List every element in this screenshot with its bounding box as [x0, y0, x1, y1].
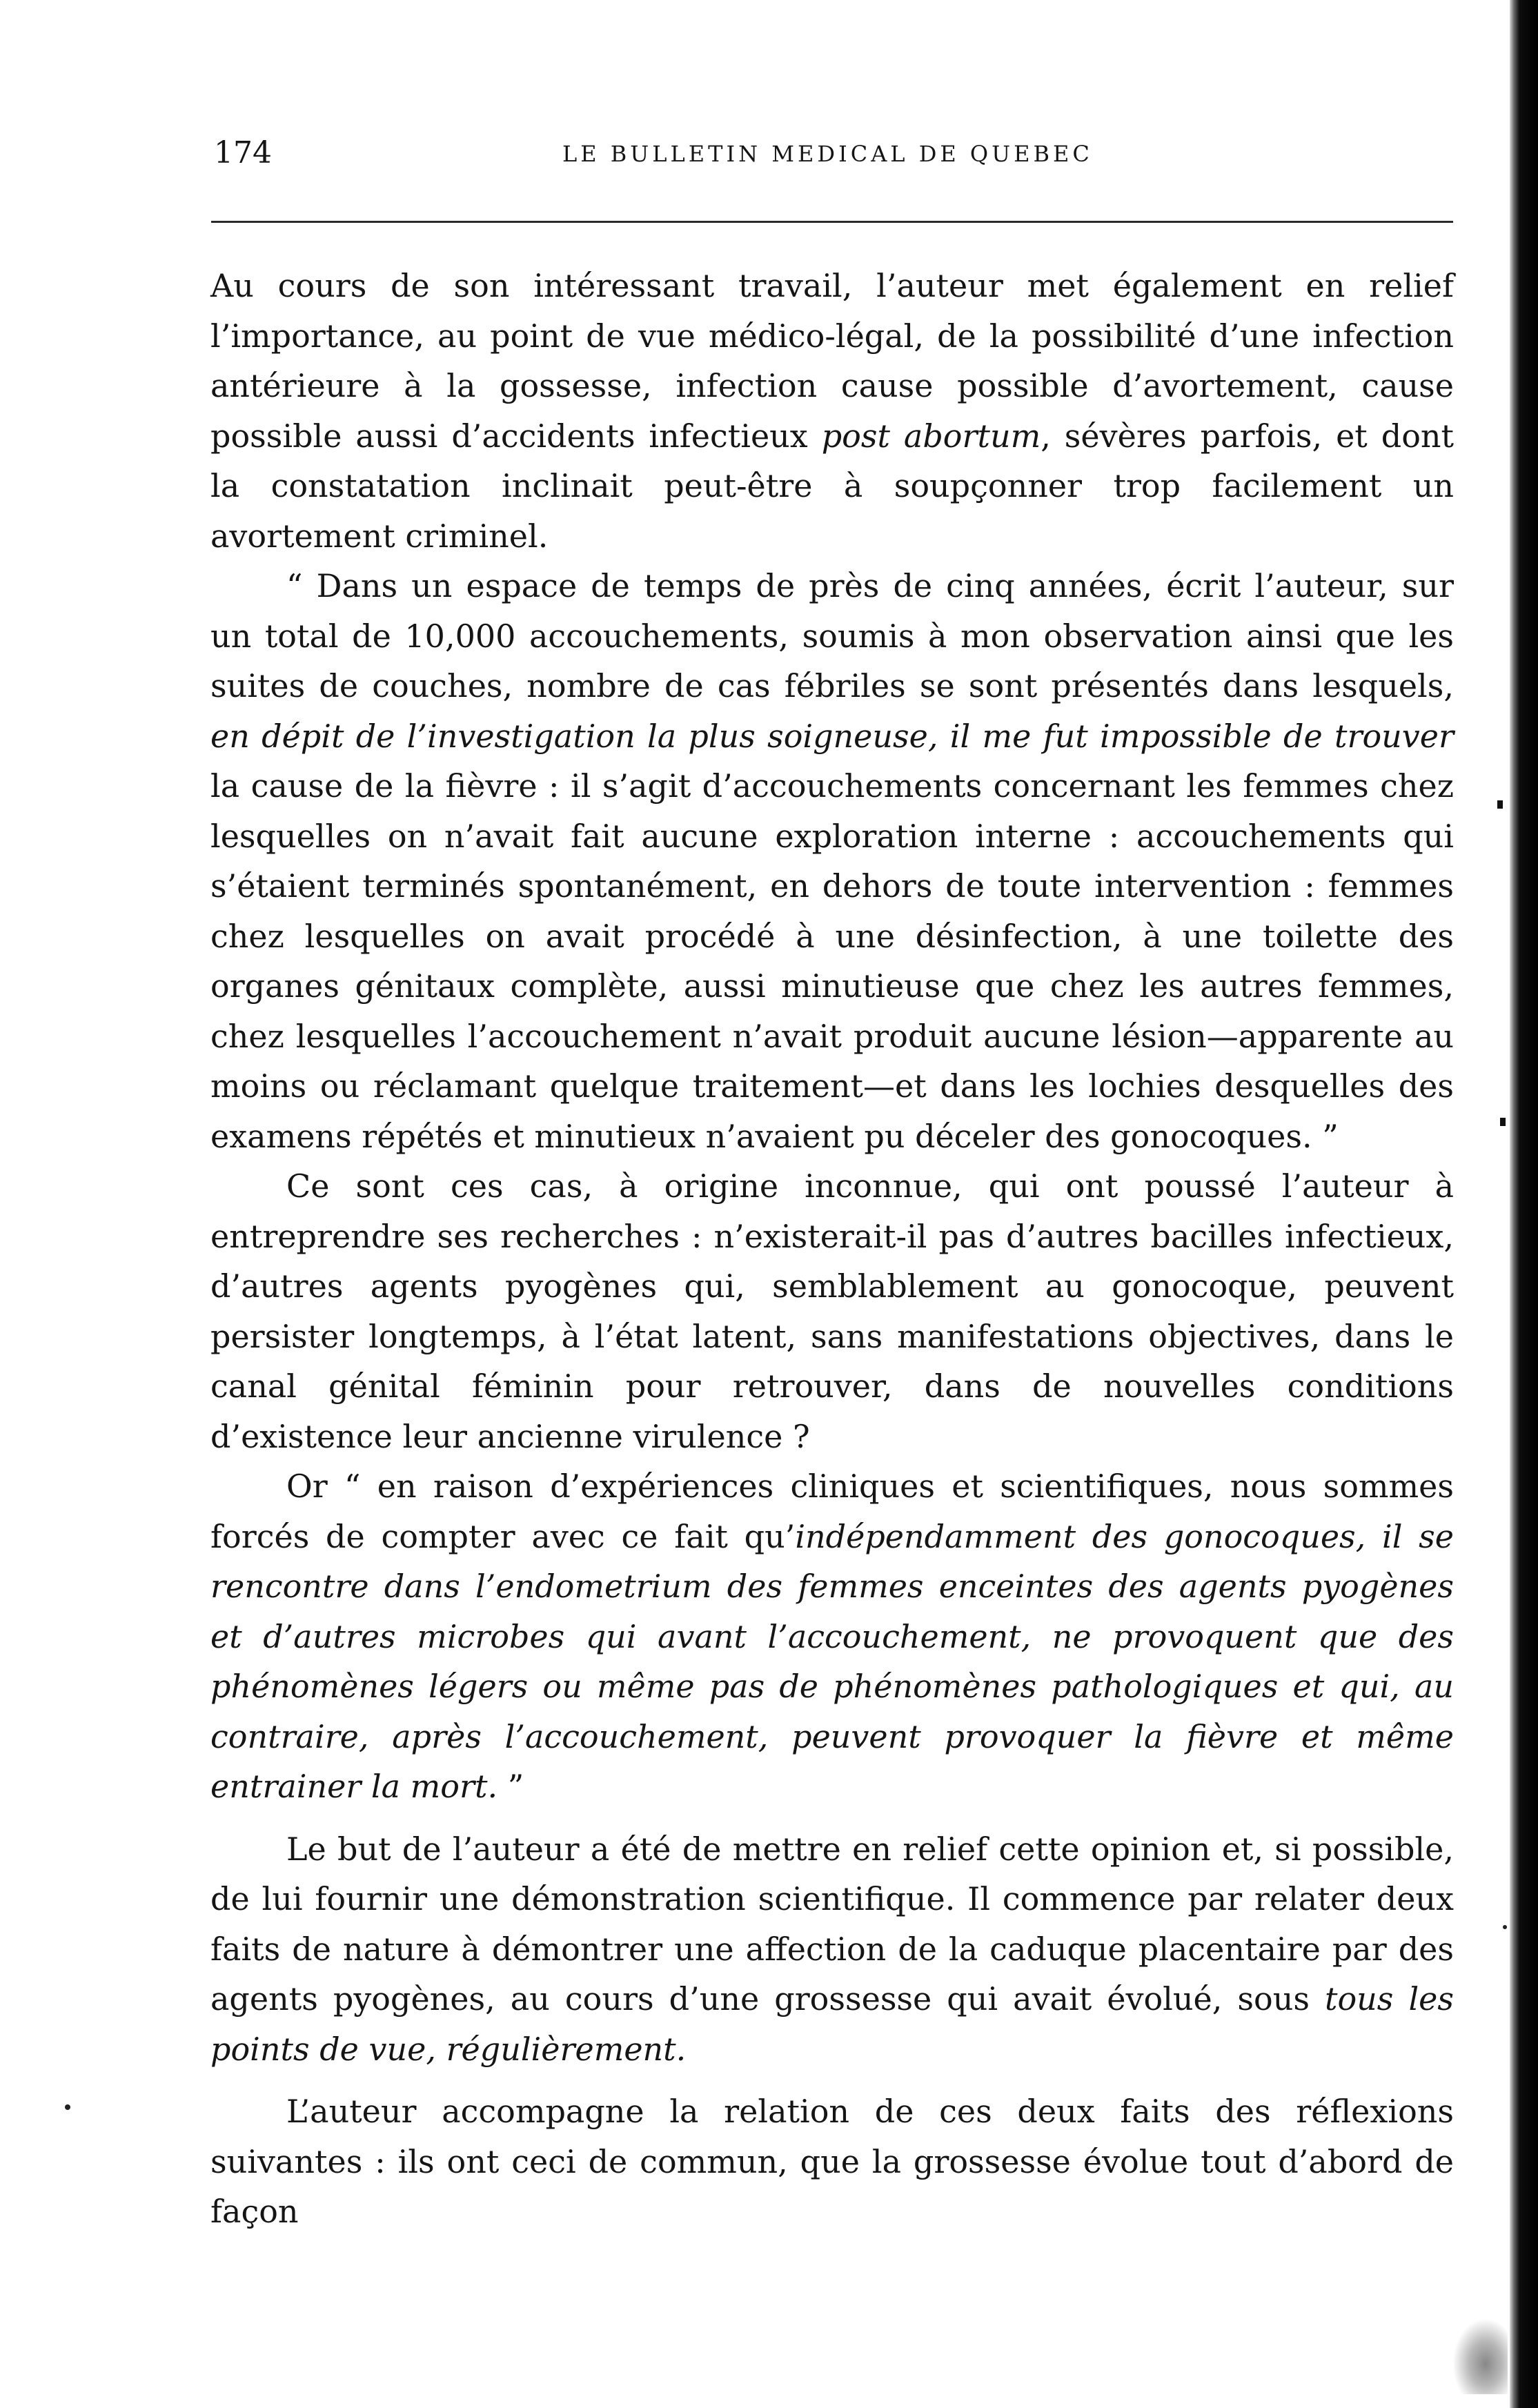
page-edge-shadow	[1510, 0, 1538, 2408]
paragraph	[210, 1161, 1454, 1461]
text-run: ”	[497, 1768, 524, 1805]
text-run: Le but de l’auteur a été de mettre en relief cette opinion et, si possible, de lui fournir une démonstration scientifique. Il commence par relater deux faits de nature à démontrer une affection de la caduque placentaire par des agents pyogènes, au cours d’une grossesse qui avait évolué, sous	[210, 1830, 1454, 2017]
paragraph	[210, 2086, 1454, 2237]
paragraph	[210, 1824, 1454, 2075]
text-run: , sévères parfois, et dont la constatation inclinait peut-être à soupçonner trop facilement un avortement criminel.	[210, 417, 1454, 555]
text-run: L’auteur accompagne la relation de ces deux faits des réflexions suivantes : ils ont ceci de commun, que la grossesse évolue tout d’abord de façon	[210, 2093, 1454, 2230]
paragraph	[210, 261, 1454, 561]
paragraph	[210, 1461, 1454, 1812]
edge-mark	[1500, 1118, 1506, 1126]
text-run: Ce sont ces cas, à origine inconnue, qui ont poussé l’auteur à entreprendre ses recherches : n’existerait-il pas d’autres bacilles infectieux, d’autres agents pyogènes qui, semblablement au gonocoque, peuvent persister longtemps, à l’état latent, sans manifestations objectives, dans le canal génital féminin pour retrouver, dans de nouvelles conditions d’existence leur ancienne virulence ?	[210, 1167, 1454, 1455]
scan-speck	[65, 2104, 70, 2110]
text-run: Or “ en raison d’expériences cliniques et scientifiques, nous sommes forcés de compter avec ce fait qu’	[210, 1468, 1454, 1555]
page-header	[214, 135, 1449, 177]
page-number: 174	[214, 135, 272, 170]
italic-text: en dépit de l’investigation la plus soigneuse, il me fut impossible de trouver	[210, 717, 1454, 755]
scan-smudge	[1452, 2318, 1508, 2394]
italic-text: post abortum	[821, 417, 1041, 455]
edge-mark	[1497, 800, 1503, 809]
text-run: la cause de la fièvre : il s’agit d’accouchements concernant les femmes chez lesquelles on n’avait fait aucune exploration interne : accouchements qui s’étaient terminés spontanément, en dehors de toute intervention : femmes chez lesquelles on avait procédé à une désinfection, à une toilette des organes génitaux complète, aussi minutieuse que chez les autres femmes, chez lesquelles l’accouchement n’avait produit aucune lésion—apparente au moins ou réclamant quelque traitement—et dans les lochies desquelles des examens répétés et minutieux n’avaient pu déceler des gonocoques. ”	[210, 767, 1454, 1155]
header-rule	[211, 221, 1453, 223]
scan-speck	[1503, 1925, 1507, 1929]
paragraph	[210, 561, 1454, 1161]
article-body	[210, 261, 1454, 2237]
italic-text: indépendamment des gonocoques, il se rencontre dans l’endometrium des femmes enceintes des agents pyogènes et d’autres microbes qui avant l’accouchement, ne provoquent que des phénomènes légers ou même pas de phénomènes pathologiques et qui, au contraire, après l’accouchement, peuvent provoquer la fièvre et même entrainer la mort.	[210, 1517, 1455, 1805]
text-run: “ Dans un espace de temps de près de cinq années, écrit l’auteur, sur un total de 10,000 accouchements, soumis à mon observation ainsi que les suites de couches, nombre de cas fébriles se sont présentés dans lesquels,	[210, 567, 1454, 704]
running-title: LE BULLETIN MEDICAL DE QUEBEC	[562, 141, 1093, 167]
text-run: Au cours de son intéressant travail, l’auteur met également en relief l’importance, au point de vue médico-légal, de la possibilité d’une infection antérieure à la gossesse, infection cause possible d’avortement, cause possible aussi d’accidents infectieux	[210, 267, 1454, 455]
italic-text: tous les points de vue, régulièrement.	[210, 1980, 1454, 2068]
